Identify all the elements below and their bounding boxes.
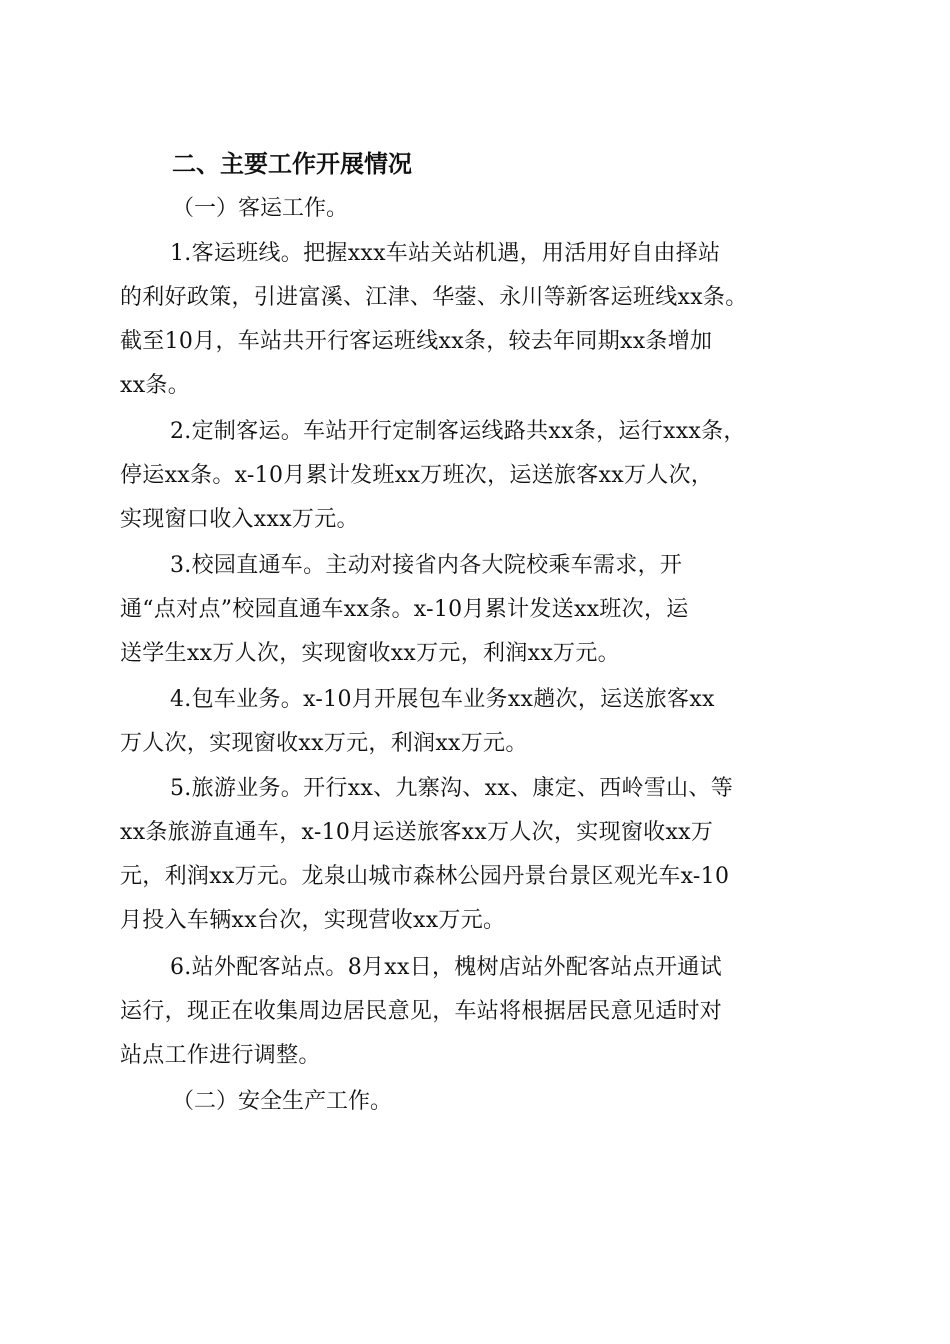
paragraph-passenger-lines — [120, 232, 832, 408]
section-title: 二、主要工作开展情况 — [172, 150, 412, 178]
text-line: xx条。 — [120, 373, 191, 398]
text-line: 站点工作进行调整。 — [120, 1043, 321, 1068]
paragraph-charter-business — [120, 678, 832, 766]
text-line: 元，利润xx万元。龙泉山城市森林公园丹景台景区观光车x-10 — [120, 864, 730, 889]
text-line: 2.定制客运。车站开行定制客运线路共xx条，运行xxx条， — [170, 419, 746, 444]
text-line: 月投入车辆xx台次，实现营收xx万元。 — [120, 908, 506, 933]
text-line: 运行，现正在收集周边居民意见，车站将根据居民意见适时对 — [120, 999, 723, 1024]
text-line: 5.旅游业务。开行xx、九寨沟、xx、康定、西岭雪山、等 — [170, 776, 734, 801]
text-line: 停运xx条。x-10月累计发班xx万班次，运送旅客xx万人次， — [120, 463, 714, 488]
paragraph-campus-shuttle — [120, 544, 832, 676]
text-line: 3.校园直通车。主动对接省内各大院校乘车需求，开 — [170, 553, 683, 578]
text-line: 万人次，实现窗收xx万元，利润xx万元。 — [120, 731, 528, 756]
text-line: 的利好政策，引进富溪、江津、华蓥、永川等新客运班线xx条。 — [120, 285, 748, 310]
text-line: 送学生xx万人次，实现窗收xx万元，利润xx万元。 — [120, 641, 620, 666]
subsection-title-passenger-transport: （一）客运工作。 — [172, 196, 349, 221]
paragraph-custom-transport — [120, 410, 832, 542]
text-line: 实现窗口收入xxx万元。 — [120, 507, 359, 532]
text-line: 通“点对点”校园直通车xx条。x-10月累计发送xx班次，运 — [120, 597, 689, 622]
subsection-title-safety: （二）安全生产工作。 — [172, 1089, 393, 1114]
text-line: xx条旅游直通车，x-10月运送旅客xx万人次，实现窗收xx万 — [120, 820, 714, 845]
text-line: 1.客运班线。把握xxx车站关站机遇，用活用好自由择站 — [170, 241, 721, 266]
text-line: 截至10月，车站共开行客运班线xx条，较去年同期xx条增加 — [120, 329, 713, 354]
paragraph-tourism-business — [120, 767, 832, 943]
text-line: 6.站外配客站点。8月xx日，槐树店站外配客站点开通试 — [170, 955, 722, 980]
paragraph-offsite-pickup — [120, 946, 832, 1078]
text-line: 4.包车业务。x-10月开展包车业务xx趟次，运送旅客xx — [170, 687, 715, 712]
